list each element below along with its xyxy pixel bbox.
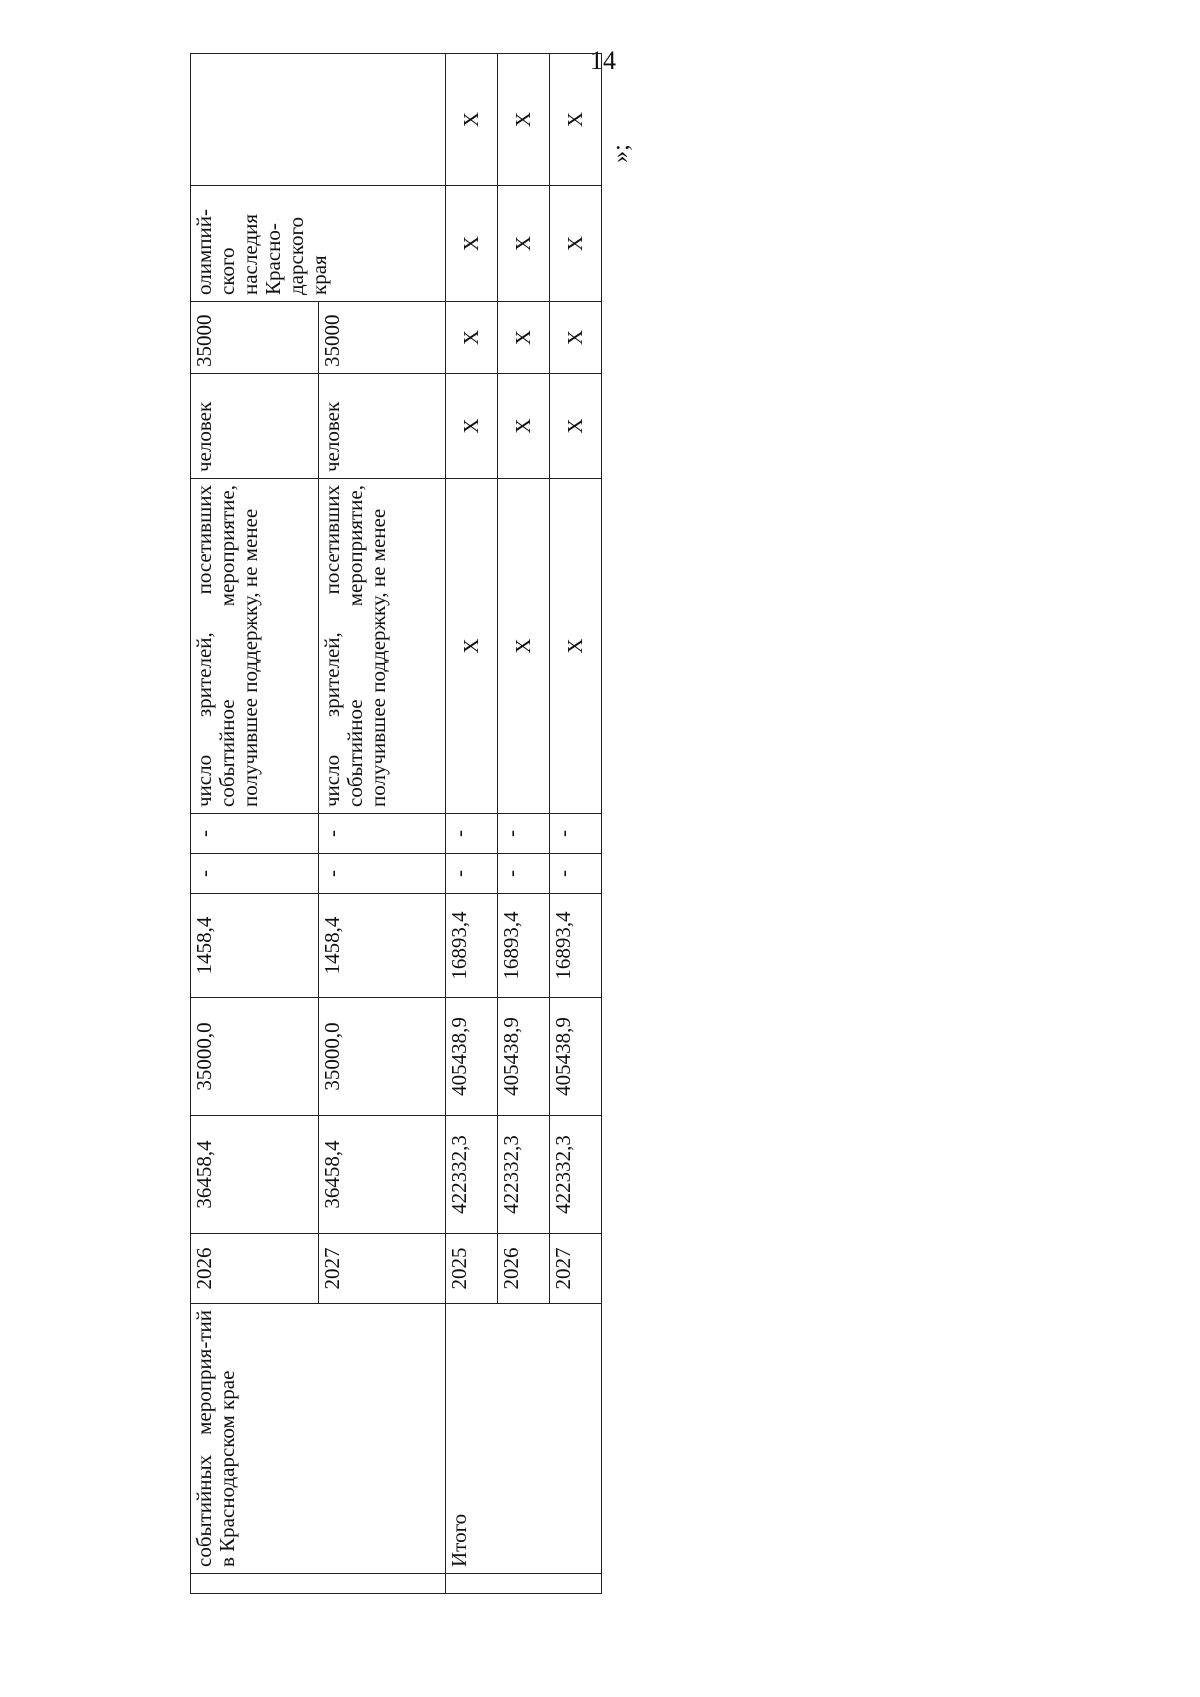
- x-mark-cell: Х: [446, 54, 498, 186]
- regional-amount-cell: 405438,9: [498, 998, 550, 1116]
- total-label-cell: Итого: [446, 1304, 602, 1574]
- dash-cell: -: [550, 814, 602, 854]
- x-mark-cell: Х: [498, 374, 550, 479]
- responsible-cell: олимпий-ского наследия Красно-дарского края: [191, 186, 446, 302]
- x-mark-cell: Х: [550, 374, 602, 479]
- dash-cell: -: [191, 854, 319, 894]
- regional-amount-cell: 405438,9: [550, 998, 602, 1116]
- local-amount-cell: 1458,4: [191, 894, 319, 998]
- unit-cell: человек: [318, 374, 446, 479]
- table-container: [190, 111, 602, 1594]
- x-mark-cell: Х: [550, 479, 602, 814]
- local-amount-cell: 16893,4: [446, 894, 498, 998]
- funding-table: [190, 53, 602, 1594]
- unit-cell: человек: [191, 374, 319, 479]
- total-amount-cell: 422332,3: [446, 1116, 498, 1234]
- target-value-cell: 35000: [318, 302, 446, 374]
- rotated-table-frame: [190, 111, 602, 1594]
- x-mark-cell: Х: [498, 54, 550, 186]
- regional-amount-cell: 35000,0: [191, 998, 319, 1116]
- year-cell: 2027: [318, 1234, 446, 1304]
- indicator-cell: число зрителей, посетивших событийное мероприятие, получившее поддержку, не менее: [318, 479, 446, 814]
- local-amount-cell: 16893,4: [498, 894, 550, 998]
- dash-cell: -: [550, 854, 602, 894]
- dash-cell: -: [498, 814, 550, 854]
- regional-amount-cell: 405438,9: [446, 998, 498, 1116]
- x-mark-cell: Х: [550, 186, 602, 302]
- x-mark-cell: Х: [498, 186, 550, 302]
- dash-cell: -: [191, 814, 319, 854]
- x-mark-cell: Х: [550, 302, 602, 374]
- row-number-cell: [446, 1574, 602, 1594]
- year-cell: 2027: [550, 1234, 602, 1304]
- year-cell: 2025: [446, 1234, 498, 1304]
- dash-cell: -: [318, 854, 446, 894]
- year-cell: 2026: [498, 1234, 550, 1304]
- dash-cell: -: [446, 814, 498, 854]
- total-amount-cell: 36458,4: [191, 1116, 319, 1234]
- table-row: [191, 54, 319, 1594]
- x-mark-cell: Х: [498, 302, 550, 374]
- dash-cell: -: [498, 854, 550, 894]
- x-mark-cell: Х: [498, 479, 550, 814]
- page-number: 14: [590, 46, 616, 75]
- x-mark-cell: Х: [550, 54, 602, 186]
- x-mark-cell: Х: [446, 479, 498, 814]
- x-mark-cell: Х: [446, 374, 498, 479]
- target-value-cell: 35000: [191, 302, 319, 374]
- x-mark-cell: Х: [446, 186, 498, 302]
- event-name-cell: событийных мероприя-тий в Краснодарском крае: [191, 1304, 446, 1574]
- extra-cell: [191, 54, 446, 186]
- total-amount-cell: 36458,4: [318, 1116, 446, 1234]
- closing-quote-mark: »;: [607, 144, 634, 163]
- table-row: [446, 54, 498, 1594]
- dash-cell: -: [318, 814, 446, 854]
- local-amount-cell: 16893,4: [550, 894, 602, 998]
- total-amount-cell: 422332,3: [550, 1116, 602, 1234]
- year-cell: 2026: [191, 1234, 319, 1304]
- indicator-cell: число зрителей, посетивших событийное мероприятие, получившее поддержку, не менее: [191, 479, 319, 814]
- regional-amount-cell: 35000,0: [318, 998, 446, 1116]
- row-number-cell: [191, 1574, 446, 1594]
- total-amount-cell: 422332,3: [498, 1116, 550, 1234]
- x-mark-cell: Х: [446, 302, 498, 374]
- dash-cell: -: [446, 854, 498, 894]
- local-amount-cell: 1458,4: [318, 894, 446, 998]
